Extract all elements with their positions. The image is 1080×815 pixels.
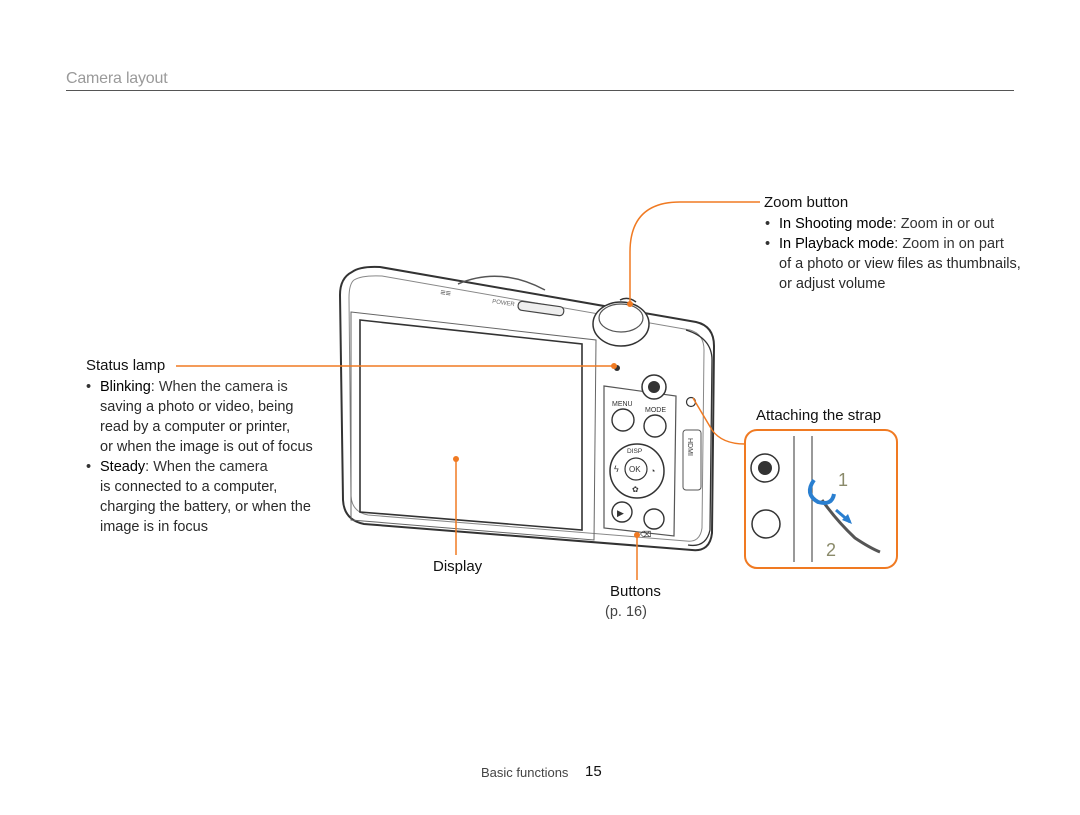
timer-icon: ◔ (650, 466, 656, 476)
buttons-callout-dot (634, 532, 640, 538)
steady-line-3: image is in focus (100, 519, 208, 535)
zoom-callout-line (630, 202, 760, 303)
flash-icon: ϟ (614, 464, 619, 474)
blinking-term: Blinking (100, 379, 151, 395)
power-label: POWER (491, 299, 516, 309)
page-number: 15 (585, 763, 602, 780)
buttons-page-ref: (p. 16) (605, 604, 647, 620)
blinking-line-2: read by a computer or printer, (100, 419, 291, 435)
display-screen (360, 320, 582, 530)
blinking-line-3: or when the image is out of focus (100, 439, 313, 455)
display-callout-dot (453, 456, 459, 462)
mode-button (644, 415, 666, 437)
strap-step-2: 2 (826, 540, 837, 560)
zoom-continuation-2: or adjust volume (779, 276, 886, 292)
ok-label: OK (629, 465, 641, 474)
footer-section: Basic functions (481, 765, 569, 780)
zoom-shooting-term: In Shooting mode (779, 216, 893, 232)
menu-label: MENU (612, 401, 633, 408)
macro-icon: ✿ (632, 485, 639, 494)
speaker-mark: ≡≡ (439, 287, 452, 299)
steady-line-2: charging the battery, or when the (100, 499, 311, 515)
zoom-button-label: Zoom button (764, 194, 849, 211)
strap-label: Attaching the strap (756, 407, 882, 424)
page-title: Camera layout (66, 70, 168, 87)
zoom-bullet-playback: • In Playback mode: Zoom in on part (765, 236, 1004, 252)
zoom-shooting-desc: : Zoom in or out (892, 216, 995, 232)
status-bullet-steady: • Steady: When the camera (86, 459, 268, 475)
status-lamp-label: Status lamp (86, 357, 166, 374)
menu-button (612, 409, 634, 431)
strap-inset-frame (745, 430, 897, 568)
strap-inset-button (752, 510, 780, 538)
playback-icon: ▶ (617, 508, 624, 518)
strap-step-1: 1 (838, 470, 849, 490)
zoom-playback-desc: : Zoom in on part (894, 236, 1004, 252)
record-dot (648, 381, 660, 393)
function-button (644, 509, 664, 529)
zoom-bullet-shooting: • In Shooting mode: Zoom in or out (765, 216, 995, 232)
steady-desc: : When the camera (145, 459, 268, 475)
buttons-label: Buttons (610, 583, 661, 600)
zoom-playback-term: In Playback mode (779, 236, 895, 252)
zoom-callout-dot (627, 301, 633, 307)
zoom-knob-top (599, 304, 643, 332)
trash-icon: ⌫ (640, 530, 652, 539)
blinking-desc: : When the camera is (150, 379, 288, 395)
disp-label: DISP (627, 448, 643, 455)
steady-term: Steady (100, 459, 146, 475)
display-label: Display (433, 558, 483, 575)
status-bullet-blinking: • Blinking: When the camera is (86, 379, 288, 395)
steady-line-1: is connected to a computer, (100, 479, 278, 495)
mode-label: MODE (645, 407, 666, 414)
status-callout-dot (611, 363, 617, 369)
zoom-continuation-1: of a photo or view files as thumbnails, (779, 256, 1021, 272)
blinking-line-1: saving a photo or video, being (100, 399, 294, 415)
hdmi-label: HDMI (686, 438, 693, 456)
